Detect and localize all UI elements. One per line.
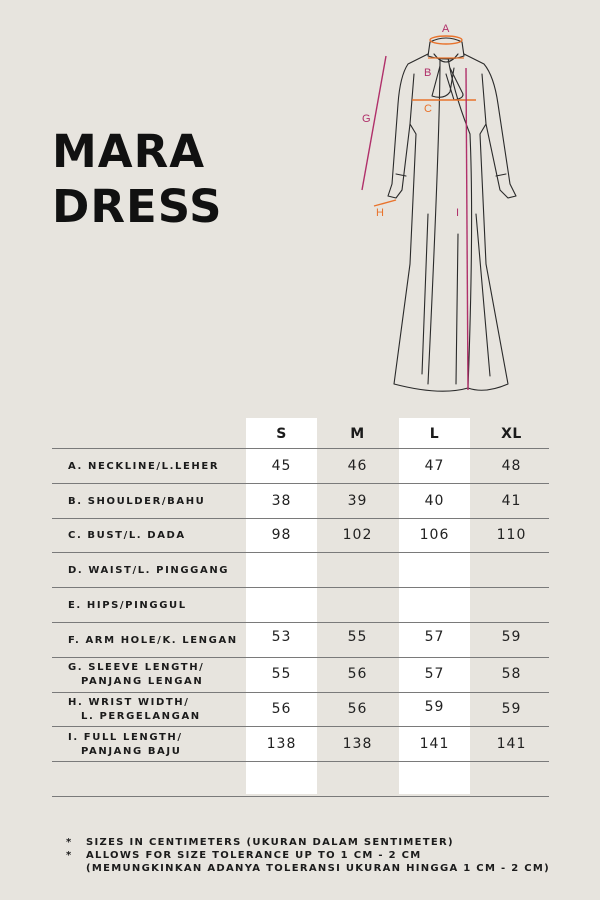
row-label-line-1: G. SLEEVE LENGTH/ [68, 662, 205, 673]
table-cell: 59 [501, 701, 522, 717]
header-size-l: L [429, 426, 440, 442]
row-label-hips: E. HIPS/PINGGUL [68, 600, 187, 611]
table-cell: 110 [496, 527, 527, 543]
table-cell: 106 [419, 527, 450, 543]
row-label-line-2: PANJANG BAJU [81, 746, 182, 757]
row-label-wrist-width [68, 696, 258, 724]
note-item [66, 849, 550, 862]
divider [52, 448, 549, 449]
row-label-arm-hole: F. ARM HOLE/K. LENGAN [68, 635, 238, 646]
divider [52, 552, 549, 553]
table-cell: 38 [271, 493, 292, 509]
table-cell: 41 [501, 493, 522, 509]
table-cell: 58 [501, 666, 522, 682]
table-cell: 40 [424, 493, 445, 509]
bullet: * [66, 837, 73, 848]
table-cell: 56 [271, 701, 292, 717]
row-label-bust: C. BUST/L. DADA [68, 530, 186, 541]
table-cell: 138 [342, 736, 373, 752]
title-line-2: DRESS [52, 180, 223, 233]
row-label-line-1: H. WRIST WIDTH/ [68, 697, 190, 708]
table-cell: 59 [501, 629, 522, 645]
table-cell: 47 [424, 458, 445, 474]
label-h: H [376, 207, 384, 219]
table-cell: 57 [424, 666, 445, 682]
table-cell: 56 [347, 701, 368, 717]
table-cell: 141 [419, 736, 450, 752]
note-item [66, 836, 550, 849]
page-title [52, 124, 223, 234]
divider [52, 726, 549, 727]
table-cell: 39 [347, 493, 368, 509]
row-label-waist: D. WAIST/L. PINGGANG [68, 565, 230, 576]
table-cell: 138 [266, 736, 297, 752]
label-b: B [424, 67, 432, 79]
table-cell: 102 [342, 527, 373, 543]
table-cell: 45 [271, 458, 292, 474]
size-chart-table [52, 418, 549, 798]
divider [52, 657, 549, 658]
table-cell: 141 [496, 736, 527, 752]
label-a: A [442, 23, 450, 35]
label-i: I [456, 207, 460, 219]
table-cell: 55 [347, 629, 368, 645]
note-text: ALLOWS FOR SIZE TOLERANCE UP TO 1 CM - 2 CM [86, 850, 422, 861]
divider [52, 483, 549, 484]
table-cell: 59 [424, 699, 445, 715]
row-label-line-2: L. PERGELANGAN [81, 711, 201, 722]
row-label-full-length [68, 731, 258, 759]
row-label-line-1: I. FULL LENGTH/ [68, 732, 183, 743]
row-label-line-2: PANJANG LENGAN [81, 676, 204, 687]
divider [52, 587, 549, 588]
header-size-s: S [276, 426, 287, 442]
title-line-1: MARA [52, 125, 206, 178]
note-text: SIZES IN CENTIMETERS (UKURAN DALAM SENTIMETER) [86, 837, 454, 848]
row-label-shoulder: B. SHOULDER/BAHU [68, 496, 206, 507]
table-cell: 46 [347, 458, 368, 474]
table-cell: 56 [347, 666, 368, 682]
table-cell: 48 [501, 458, 522, 474]
table-cell: 98 [271, 527, 292, 543]
divider [52, 692, 549, 693]
size-notes [66, 836, 550, 875]
bullet: * [66, 850, 73, 861]
header-size-xl: XL [501, 426, 522, 442]
table-cell: 53 [271, 629, 292, 645]
table-cell: 55 [271, 666, 292, 682]
divider [52, 796, 549, 797]
divider [52, 761, 549, 762]
divider [52, 518, 549, 519]
table-cell: 57 [424, 629, 445, 645]
label-g: G [362, 113, 371, 125]
row-label-sleeve-length [68, 661, 258, 689]
note-item [66, 862, 550, 875]
header-size-m: M [350, 426, 365, 442]
divider [52, 622, 549, 623]
dress-illustration [350, 14, 540, 399]
label-c: C [424, 103, 432, 115]
row-label-neckline: A. NECKLINE/L.LEHER [68, 461, 220, 472]
note-text: (MEMUNGKINKAN ADANYA TOLERANSI UKURAN HINGGA 1 CM - 2 CM) [86, 863, 551, 874]
